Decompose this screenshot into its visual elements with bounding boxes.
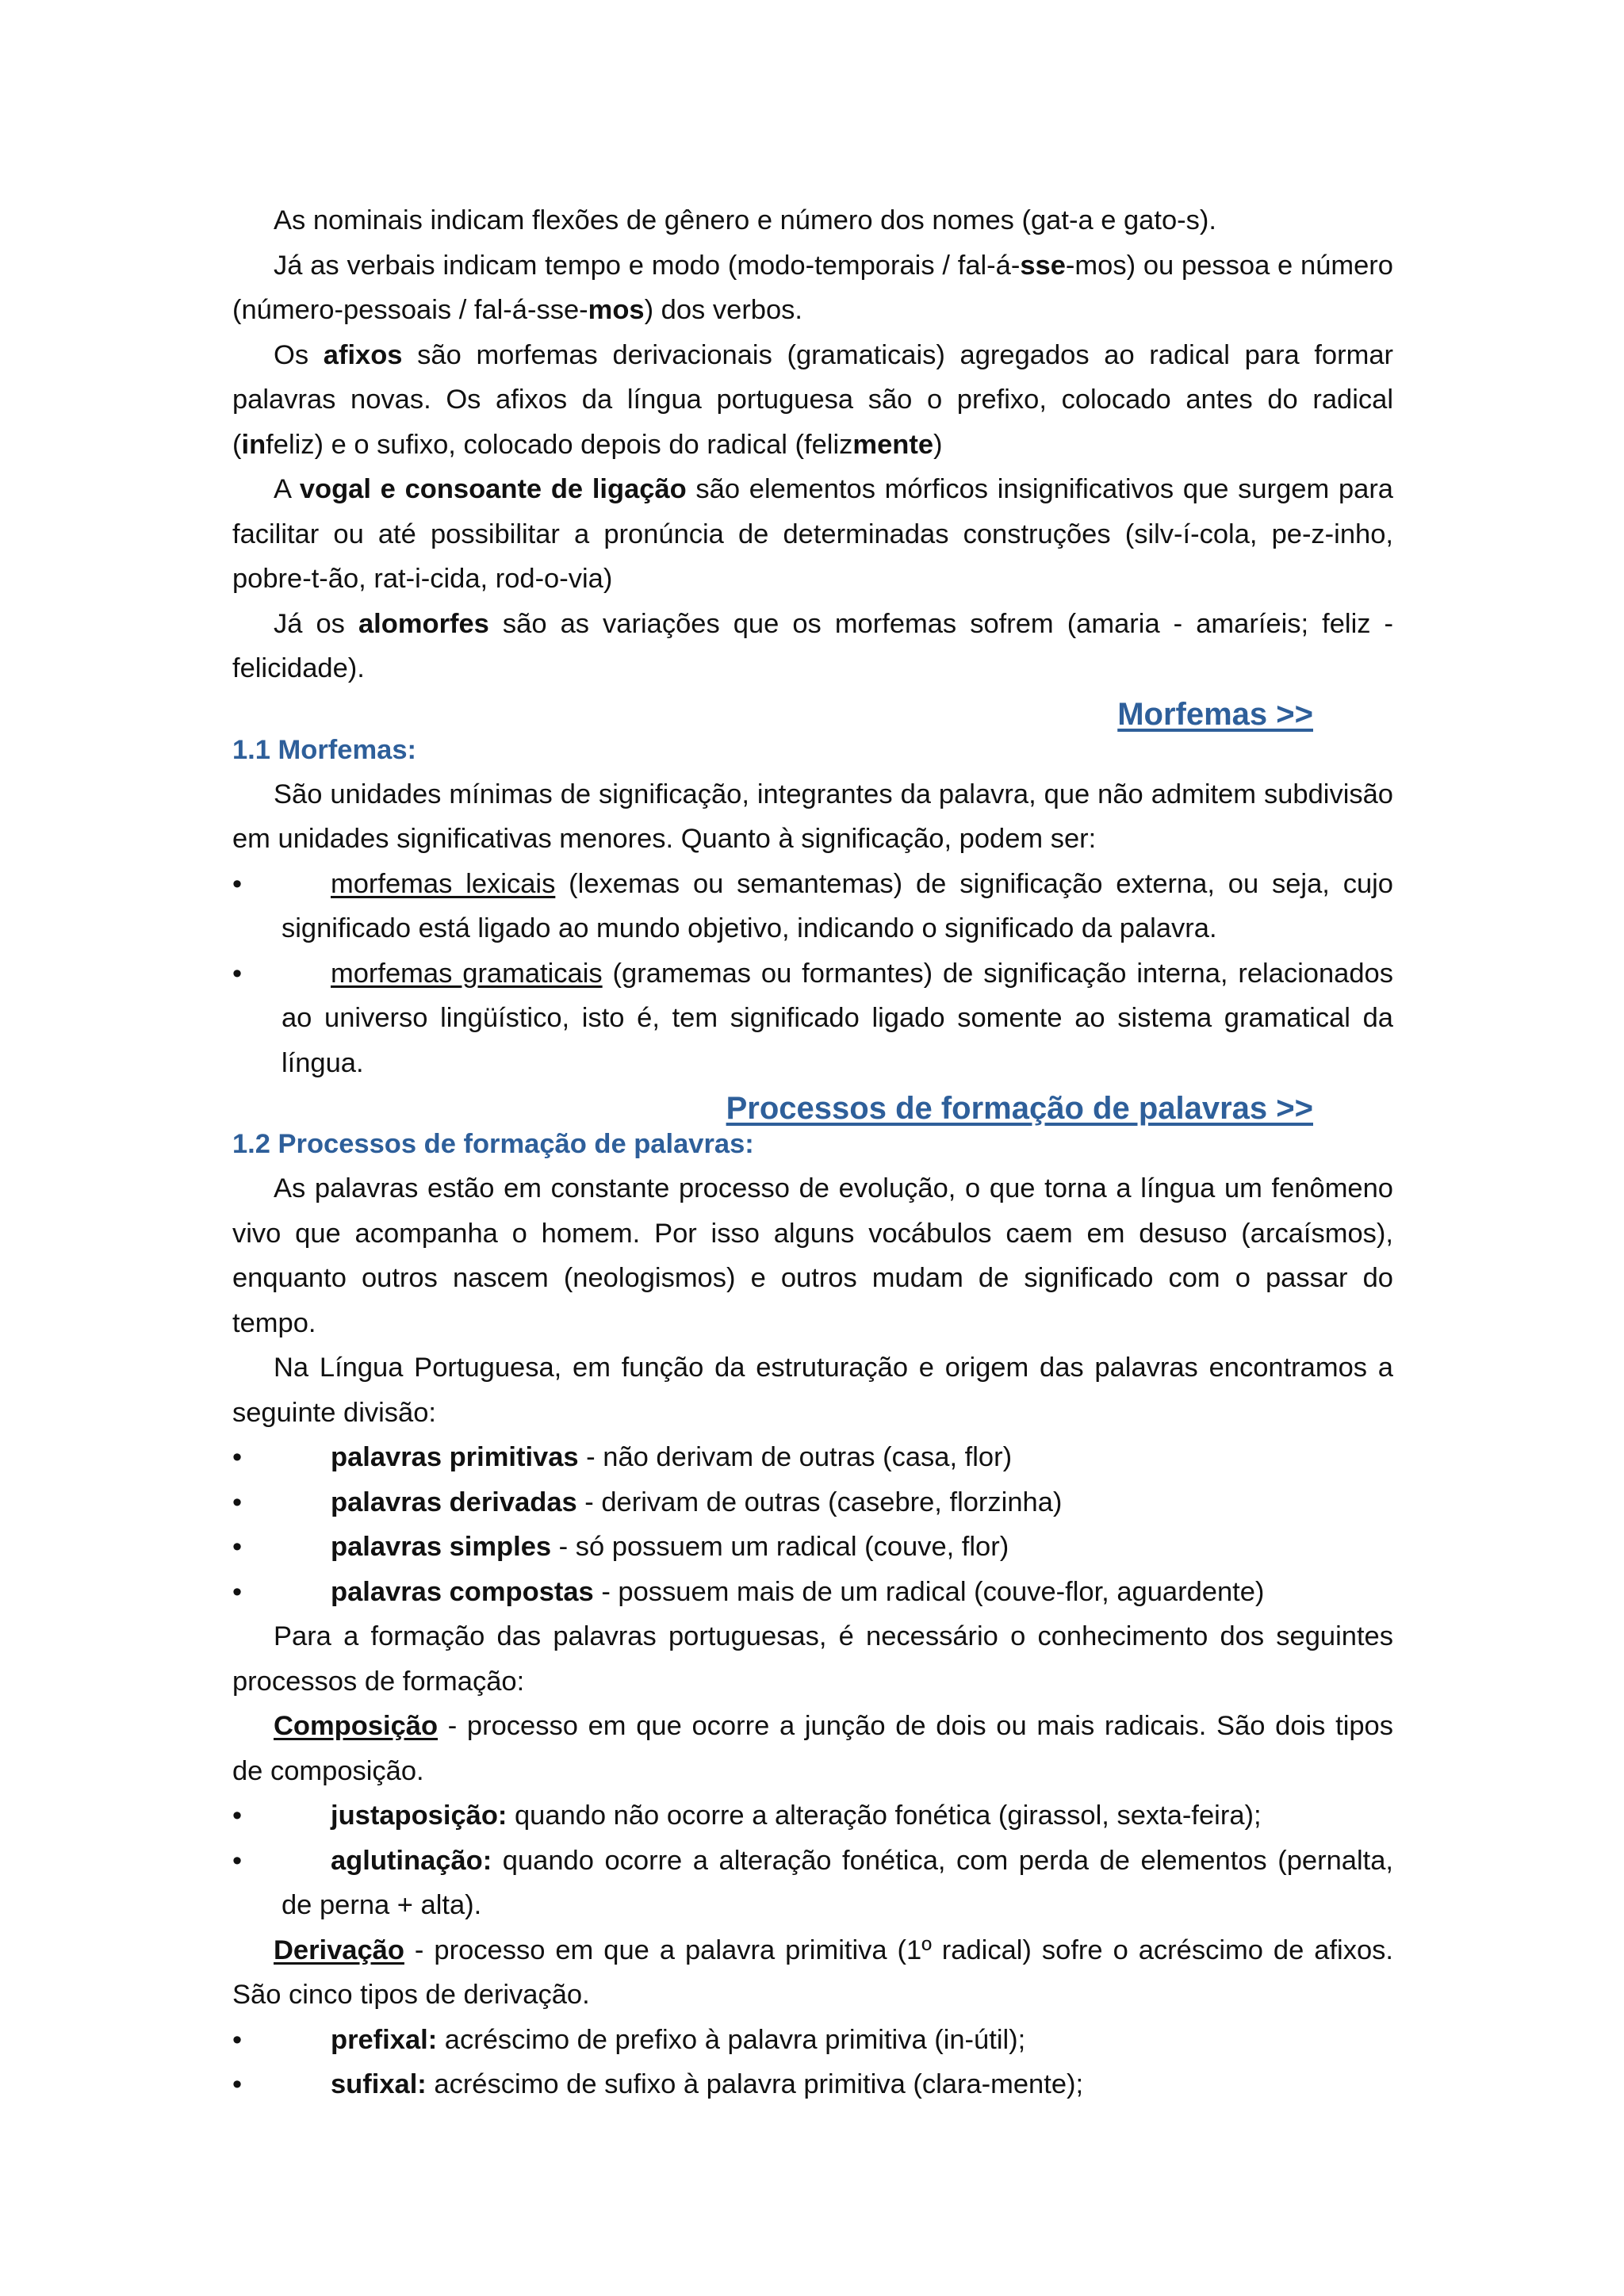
bullet-icon: • bbox=[232, 868, 243, 899]
bullet-icon: • bbox=[232, 1845, 243, 1876]
bullet-icon: • bbox=[232, 1576, 243, 1607]
paragraph-afixos bbox=[232, 333, 1393, 468]
text-run: são elementos mórficos insignificativos que surgem para facilitar ou até possibilitar a pronúncia de determinadas construções (silv-í-cola, pe-z-inho, pobre-t-ão, rat-i-cida, rod-o-via) bbox=[232, 474, 1393, 594]
bold-term: prefixal: bbox=[331, 2024, 438, 2055]
bold-text: mente bbox=[852, 429, 934, 460]
section-heading-morfemas: 1.1 Morfemas: bbox=[232, 734, 416, 765]
text-run: acréscimo de prefixo à palavra primitiva (in-útil); bbox=[437, 2024, 1026, 2055]
bullet-icon: • bbox=[232, 1487, 243, 1517]
composicao-term: Composição bbox=[274, 1711, 439, 1741]
underlined-term: morfemas gramaticais bbox=[331, 958, 603, 989]
text-run: -mos) ou pessoa e número (número-pessoais / fal-á-sse- bbox=[232, 250, 1393, 325]
paragraph-derivacao bbox=[232, 1928, 1393, 2018]
text-run: (gramemas ou formantes) de significação interna, relacionados ao universo lingüístico, isto é, tem significado ligado somente ao sistema gramatical da língua. bbox=[282, 958, 1393, 1078]
list-item bbox=[232, 862, 1393, 951]
list-item bbox=[232, 2062, 1393, 2107]
bold-term: palavras compostas bbox=[331, 1576, 594, 1607]
bullet-icon: • bbox=[232, 1532, 243, 1562]
text-run: feliz) e o sufixo, colocado depois do radical (feliz bbox=[266, 429, 853, 460]
derivacao-term: Derivação bbox=[274, 1934, 404, 1965]
text-run: Já as verbais indicam tempo e modo (modo-temporais / fal-á- bbox=[274, 250, 1021, 281]
paragraph-ligacao bbox=[232, 467, 1393, 602]
bold-term: palavras simples bbox=[331, 1532, 552, 1562]
document-page bbox=[232, 198, 1393, 2107]
text-run: - derivam de outras (casebre, florzinha) bbox=[576, 1487, 1063, 1517]
bullet-icon: • bbox=[232, 1442, 243, 1472]
text-run: ) dos verbos. bbox=[644, 295, 803, 325]
list-item bbox=[232, 1480, 1393, 1525]
processos-link[interactable]: Processos de formação de palavras >> bbox=[726, 1091, 1313, 1126]
paragraph-morfemas-intro: São unidades mínimas de significação, integrantes da palavra, que não admitem subdivisão em unidades significativas menores. Quanto à significação, podem ser: bbox=[232, 779, 1393, 854]
bold-text: in bbox=[241, 429, 266, 460]
bold-term: palavras primitivas bbox=[331, 1442, 579, 1472]
text-run: - não derivam de outras (casa, flor) bbox=[578, 1442, 1013, 1472]
bold-term: sufixal: bbox=[331, 2069, 427, 2099]
text-run: são morfemas derivacionais (gramaticais) agregados ao radical para formar palavras novas. Os afixos da língua portuguesa são o prefixo, colocado antes do radical ( bbox=[232, 339, 1394, 460]
paragraph-processos-intro: Para a formação das palavras portuguesas, é necessário o conhecimento dos seguintes processos de formação: bbox=[232, 1621, 1393, 1697]
text-run: quando ocorre a alteração fonética, com perda de elementos (pernalta, de perna + alta). bbox=[282, 1845, 1393, 1920]
list-item bbox=[232, 2018, 1393, 2063]
paragraph-verbais bbox=[232, 243, 1393, 333]
morfemas-link[interactable]: Morfemas >> bbox=[1117, 696, 1313, 732]
bold-text: vogal e consoante de ligação bbox=[299, 474, 687, 504]
bold-term: aglutinação: bbox=[331, 1845, 492, 1876]
text-run: - processo em que a palavra primitiva (1º radical) sofre o acréscimo de afixos. São cinco tipos de derivação. bbox=[232, 1934, 1393, 2010]
bold-term: justaposição: bbox=[331, 1800, 508, 1831]
kinds-list bbox=[232, 1435, 1393, 1614]
paragraph-evolucao: As palavras estão em constante processo de evolução, o que torna a língua um fenômeno vivo que acompanha o homem. Por isso alguns vocábulos caem em desuso (arcaísmos), enquanto outros nascem (neologismos) e outros mudam de significado com o passar do tempo. bbox=[232, 1173, 1393, 1338]
bullet-icon: • bbox=[232, 2069, 243, 2099]
text-run: são as variações que os morfemas sofrem (amaria - amaríeis; feliz - felicidade). bbox=[232, 608, 1394, 683]
underlined-term: morfemas lexicais bbox=[331, 868, 556, 899]
bold-text: sse bbox=[1020, 250, 1066, 281]
bold-term: palavras derivadas bbox=[331, 1487, 577, 1517]
bullet-icon: • bbox=[232, 1800, 243, 1831]
text-run: - possuem mais de um radical (couve-flor, aguardente) bbox=[593, 1576, 1265, 1607]
bullet-icon: • bbox=[232, 958, 243, 989]
composicao-list bbox=[232, 1793, 1393, 1928]
text-run: A bbox=[274, 474, 300, 504]
list-item bbox=[232, 1793, 1393, 1839]
text-run: - só possuem um radical (couve, flor) bbox=[551, 1532, 1009, 1562]
text-run: quando não ocorre a alteração fonética (girassol, sexta-feira); bbox=[507, 1800, 1262, 1831]
text-run: acréscimo de sufixo à palavra primitiva (clara-mente); bbox=[426, 2069, 1084, 2099]
morfemas-list bbox=[232, 862, 1393, 1086]
text-run: (lexemas ou semantemas) de significação externa, ou seja, cujo significado está ligado ao mundo objetivo, indicando o significado da palavra. bbox=[282, 868, 1393, 943]
bold-text: alomorfes bbox=[358, 608, 489, 639]
bullet-icon: • bbox=[232, 2024, 243, 2055]
section-heading-processos: 1.2 Processos de formação de palavras: bbox=[232, 1129, 754, 1159]
text-run: - processo em que ocorre a junção de dois ou mais radicais. São dois tipos de composição. bbox=[232, 1711, 1393, 1786]
list-item bbox=[232, 951, 1393, 1086]
bold-text: mos bbox=[588, 295, 645, 325]
paragraph-composicao bbox=[232, 1704, 1393, 1793]
text-run: Já os bbox=[274, 608, 358, 639]
list-item bbox=[232, 1839, 1393, 1928]
paragraph-nominais: As nominais indicam flexões de gênero e número dos nomes (gat-a e gato-s). bbox=[274, 205, 1216, 235]
list-item bbox=[232, 1435, 1393, 1480]
list-item bbox=[232, 1570, 1393, 1615]
text-run: ) bbox=[933, 429, 943, 460]
paragraph-alomorfes bbox=[232, 602, 1393, 691]
derivacao-list bbox=[232, 2018, 1393, 2107]
text-run: Os bbox=[274, 339, 324, 370]
paragraph-divisao: Na Língua Portuguesa, em função da estruturação e origem das palavras encontramos a seguinte divisão: bbox=[232, 1353, 1393, 1428]
list-item bbox=[232, 1525, 1393, 1570]
bold-text: afixos bbox=[323, 339, 403, 370]
